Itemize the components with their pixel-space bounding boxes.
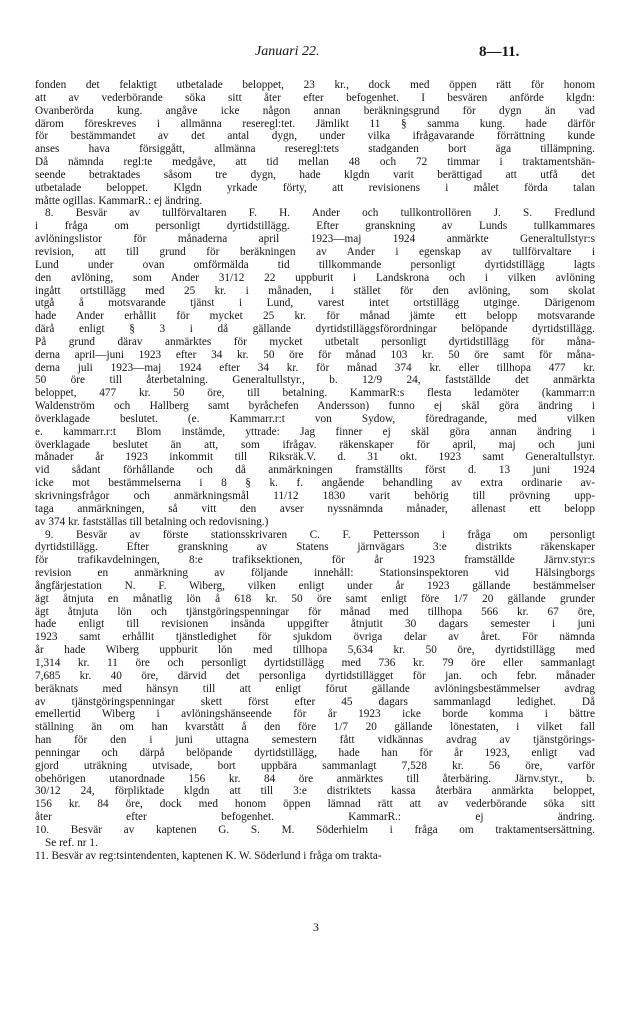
- text-line: taga anmärkningen, så vitt den avser nyssnämnda månader, allenast ett belopp: [35, 502, 595, 515]
- text-line: ställning än om han kvarstått å den före 1/7 20 gällande lönestaten, i vilket fall: [35, 721, 595, 734]
- text-line: han för den i juni uttagna semestern fått vidkännas avdrag av tjänstgörings-: [35, 734, 595, 747]
- text-line: Ovanberörda kung. angåve icke någon annan beräkningsgrund för dygn än vad: [35, 104, 595, 117]
- text-line: månader år 1923 inkommit till Riksräk.V. d. 31 okt. 1923 samt Generaltullstyr.: [35, 451, 595, 464]
- text-line: revision, att till grund för beräkningen av Ander i egenskap av tullförvaltare i: [35, 245, 595, 258]
- text-line: beloppet, 477 kr. 50 öre, till betalning. KammarR:s flesta ledamöter (kammarr:n: [35, 387, 595, 400]
- text-line: 1,314 kr. 11 öre och personligt dyrtidstillägg med 736 kr. 79 öre eller sammanlagt: [35, 656, 595, 669]
- text-line: gjord uträkning utvisade, bort uppbära sammanlagt 7,528 kr. 56 öre, varför: [35, 759, 595, 772]
- text-line: derna april—juni 1923 efter 34 kr. 50 öre för månad 103 kr. 50 öre samt för måna-: [35, 348, 595, 361]
- text-line: utbetalade beloppet. Klgdn yrkade förty, att revisionens i målet förda talan: [35, 181, 595, 194]
- text-line: derna juli 1923—maj 1924 efter 34 kr. för månad 374 kr. eller tillhopa 477 kr.: [35, 361, 595, 374]
- text-line: hade Ander erhållit för mycket 25 kr. för månad jämte ett belopp motsvarande: [35, 310, 595, 323]
- text-line: obehörigen utanordnade 156 kr. 84 öre anmärktes till återbäring. Järnv.styr., b.: [35, 772, 595, 785]
- text-line: Lund under ovan omförmälda tid tillkommande personligt dyrtidstillägg lagts: [35, 258, 595, 271]
- text-line: Då nämnda regl:te medgåve, att tid mellan 48 och 72 timmar i traktamentshän-: [35, 156, 595, 169]
- text-line: 10. Besvär av kaptenen G. S. M. Söderhielm i fråga om traktamentsersättning.: [35, 823, 595, 836]
- text-line: därå enligt § 3 i då gällande dyrtidstilläggsförordningar belöpande dyrtidstillägg.: [35, 323, 595, 336]
- text-line: hade enligt till revisionen insända uppgifter åtnjutit 30 dagars semester i juni: [35, 618, 595, 631]
- text-line: icke mot bestämmelserna i 8 § k. f. angående behandling av extra ordinarie av-: [35, 477, 595, 490]
- text-line: för bestämmandet av det antal dygn, under vilka ifrågavarande förrättning kunde: [35, 130, 595, 143]
- text-line: 30/12 24, förpliktade klgdn att till 3:e distriktets kassa återbära anmärkta beloppet,: [35, 785, 595, 798]
- text-line: 156 kr. 84 öre, dock med honom öppen lämnad rätt att av vederbörande söka sitt: [35, 798, 595, 811]
- text-line: skrivningsfrågor och anmärkningsmål 11/12 1830 varit behörig till prövning upp-: [35, 490, 595, 502]
- text-line: utgå å motsvarande tjänst i Lund, varest intet ortstillägg utginge. Därigenom: [35, 297, 595, 310]
- text-line: att av vederbörande söka sitt åter efter befogenhet. I besvären anförde klgdn:: [35, 91, 595, 104]
- text-line: fonden det felaktigt utbetalade beloppet, 23 kr., dock med öppen rätt för honom: [35, 79, 595, 91]
- text-line: måtte ogillas. KammarR.: ej ändring.: [35, 194, 203, 207]
- text-line: avlöningslistor för månaderna april 1923—maj 1924 anmärkte Generaltullstyr:s: [35, 233, 595, 246]
- text-line: åter efter befogenhet. KammarR.: ej ändring.: [35, 811, 595, 824]
- text-line: för trafikavdelningen, 8:e trafiksektionen, för år 1923 framställde Järnv.styr:s: [35, 554, 595, 567]
- text-line: vid sådant förhållande och då anmärkningen framställts först d. 13 juni 1924: [35, 464, 595, 477]
- text-line: 8. Besvär av tullförvaltaren F. H. Ander och tullkontrollören J. S. Fredlund: [45, 207, 595, 220]
- page-number: 3: [313, 920, 319, 934]
- running-header: [0, 44, 632, 64]
- text-line: överklagade beslutet än att, som ifrågav. räkenskaper för april, maj och juni: [35, 438, 595, 451]
- text-line: av tjänstgöringspenningar skett först efter 45 dagars sammanlagd ledighet. Då: [35, 695, 595, 708]
- text-line: år hade Wiberg uppburit lön med tillhopa 5,634 kr. 50 öre, dyrtidstillägg med: [35, 644, 595, 657]
- text-line: ägt åtnjuta lön och tjänstgöringspenningar för månad med tillhopa 566 kr. 67 öre,: [35, 605, 595, 618]
- text-line: emellertid Wiberg i avlöningshänseende för år 1923 icke borde komma i bättre: [35, 708, 595, 721]
- text-line: 7,685 kr. 40 öre, därvid det personliga dyrtidstillägget för jan. och febr. månader: [35, 669, 595, 682]
- text-line: e. kammarr.r:t Blom instämde, yttrade: Jag finner ej skäl göra annan ändring i: [35, 425, 595, 438]
- text-line: i fråga om personligt dyrtidstillägg. Efter granskning av Lunds tullkammares: [35, 220, 595, 233]
- text-line: På grund därav anmärktes för mycket utbetalt personligt dyrtidstillägg för måna-: [35, 335, 595, 348]
- text-line: av 374 kr. fastställas till betalning och redovisning.): [35, 515, 269, 528]
- body-text: [35, 79, 595, 862]
- text-line: beräknats med hänsyn till att enligt förut gällande avlöningsbestämmelser avdrag: [35, 682, 595, 695]
- text-line: 1923 samt erhållit tjänstledighet för sjukdom övriga delar av året. För nämnda: [35, 631, 595, 644]
- text-line: 9. Besvär av förste stationsskrivaren C. F. Pettersson i fråga om personligt: [45, 528, 595, 541]
- text-line: Se ref. nr 1.: [45, 836, 98, 849]
- text-line: ägt åtnjuta en månatlig lön å 618 kr. 50 öre samt enligt före 1/7 20 gällande grunder: [35, 592, 595, 605]
- text-line: revision en anmärkning av följande innehåll: Stationsinspektoren vid Hälsingborgs: [35, 567, 595, 580]
- header-page-range: 8—11.: [479, 44, 520, 60]
- text-line: ingått ortstillägg med 25 kr. i månaden, i stället för den avlöning, som skolat: [35, 284, 595, 297]
- text-line: dyrtidstillägg. Efter granskning av Statens järnvägars 3:e distrikts räkenskaper: [35, 541, 595, 554]
- text-line: därom föreskreves i allmänna reseregl:tet. Jämlikt 11 § samma kung. hade därför: [35, 117, 595, 130]
- text-line: ångfärjestation N. F. Wiberg, vilken enligt under år 1923 gällande bestämmelser: [35, 579, 595, 592]
- text-line: Waldenström och Hallberg samt byråchefen Andersson) funno ej skäl göra ändring i: [35, 400, 595, 413]
- text-line: 11. Besvär av reg:tsintendenten, kaptenen K. W. Söderlund i fråga om trakta-: [35, 849, 382, 862]
- text-line: penningar och därpå belöpande dyrtidstillägg, hade han för år 1923, enligt vad: [35, 746, 595, 759]
- text-line: den avlöning, som Ander 31/12 22 uppburit i Landskrona och i vilken avlöning: [35, 271, 595, 284]
- header-date: Januari 22.: [255, 44, 320, 59]
- text-line: anses hava försiggått, allmänna reseregl:tets stadganden bort äga tillämpning.: [35, 143, 595, 156]
- text-line: 50 öre till återbetalning. Generaltullstyr., b. 12/9 24, fastställde det anmärkta: [35, 374, 595, 387]
- text-line: överklagade beslutet. (e. Kammarr.r:t von Sydow, föredragande, med vilken: [35, 412, 595, 425]
- text-line: seende betraktades såsom tre dygn, hade klgdn varit berättigad att utfå det: [35, 168, 595, 181]
